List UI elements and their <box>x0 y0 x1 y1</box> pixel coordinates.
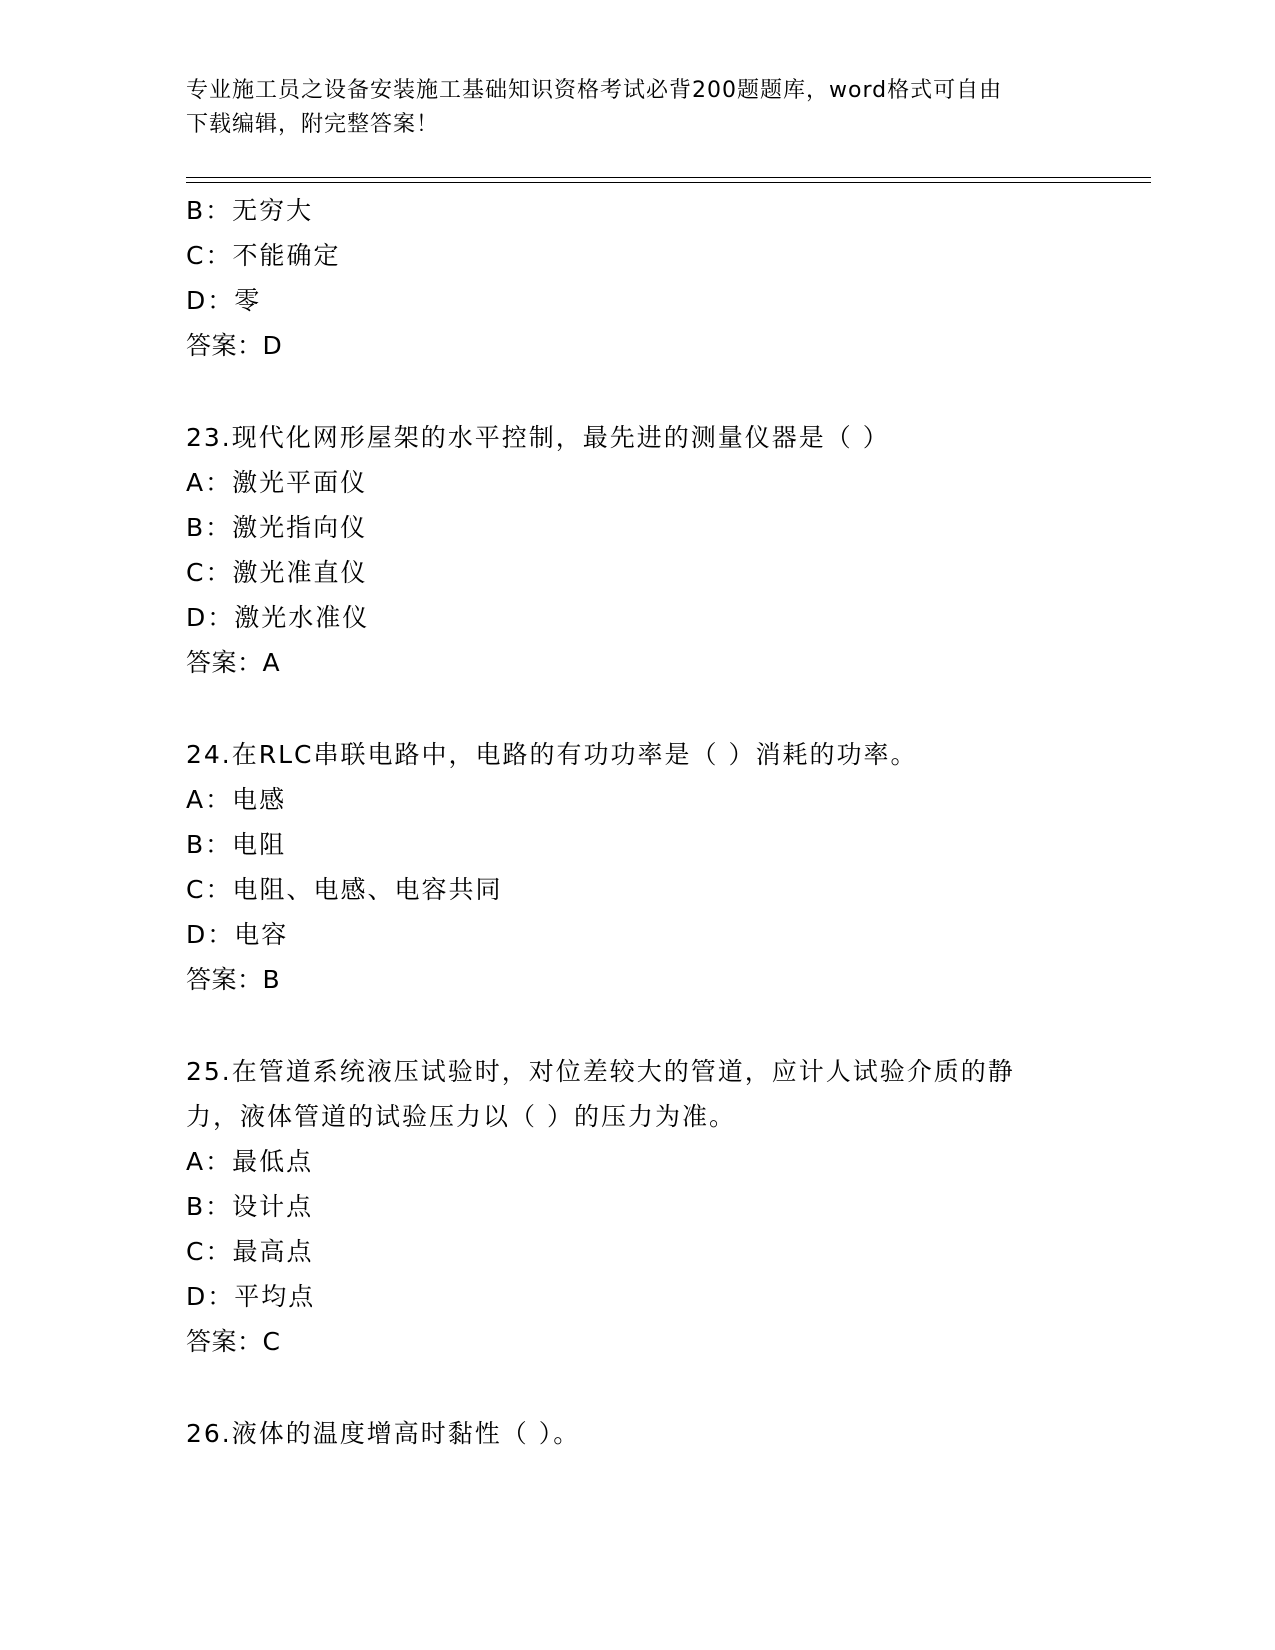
option-c: C：激光准直仪 <box>186 558 368 587</box>
option-a: A：激光平面仪 <box>186 468 368 497</box>
option-b: B：激光指向仪 <box>186 513 368 542</box>
header-line-2: 下载编辑，附完整答案！ <box>186 112 440 137</box>
answer: 答案：C <box>186 1327 281 1356</box>
option-d: D：平均点 <box>186 1282 316 1311</box>
spacer <box>186 368 1146 415</box>
option-a: A：最低点 <box>186 1147 314 1176</box>
header-rule-bottom <box>186 182 1151 183</box>
answer: 答案：B <box>186 965 281 994</box>
option-b: B：设计点 <box>186 1192 314 1221</box>
option-b: B：电阻 <box>186 830 287 859</box>
page-header <box>186 74 1086 142</box>
question-text-line-1: 25.在管道系统液压试验时，对位差较大的管道，应计人试验介质的静 <box>186 1057 1015 1086</box>
option-c: C：不能确定 <box>186 241 341 270</box>
question-24 <box>186 732 1146 1002</box>
option-d: D：零 <box>186 286 262 315</box>
answer: 答案：A <box>186 648 281 677</box>
header-line-1: 专业施工员之设备安装施工基础知识资格考试必背200题题库，word格式可自由 <box>186 78 1003 103</box>
question-22 <box>186 188 1146 368</box>
question-25 <box>186 1049 1146 1364</box>
option-d: D：电容 <box>186 920 289 949</box>
spacer <box>186 1364 1146 1411</box>
header-rule-top <box>186 177 1151 178</box>
option-b: B：无穷大 <box>186 196 314 225</box>
question-23 <box>186 415 1146 685</box>
answer: 答案：D <box>186 331 283 360</box>
document-body <box>186 188 1146 1456</box>
question-text: 23.现代化网形屋架的水平控制，最先进的测量仪器是（ ） <box>186 423 890 452</box>
option-d: D：激光水准仪 <box>186 603 370 632</box>
option-c: C：电阻、电感、电容共同 <box>186 875 503 904</box>
option-a: A：电感 <box>186 785 287 814</box>
spacer <box>186 685 1146 732</box>
question-26 <box>186 1411 1146 1456</box>
question-text-line-2: 力，液体管道的试验压力以（ ）的压力为准。 <box>186 1102 736 1131</box>
spacer <box>186 1002 1146 1049</box>
question-text: 26.液体的温度增高时黏性（ ）。 <box>186 1419 581 1448</box>
question-text: 24.在RLC串联电路中，电路的有功功率是（ ）消耗的功率。 <box>186 740 918 769</box>
option-c: C：最高点 <box>186 1237 314 1266</box>
